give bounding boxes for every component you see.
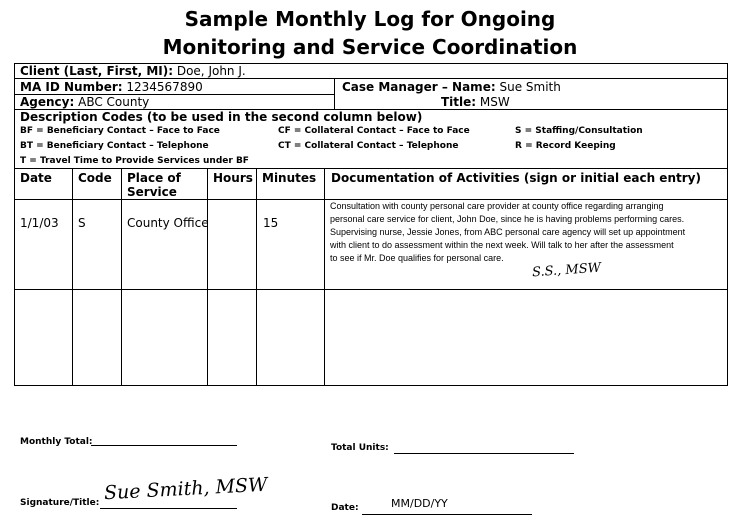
doc-line: with client to do assessment within the next week. Will talk to her after the assessment <box>330 240 674 250</box>
case-manager-title-label: Title: <box>441 95 477 109</box>
divider <box>14 78 728 79</box>
header-hours: Hours <box>213 171 253 185</box>
header-documentation: Documentation of Activities (sign or initial each entry) <box>331 171 701 185</box>
row1-minutes: 15 <box>263 216 279 230</box>
total-units-line[interactable] <box>394 453 574 454</box>
ma-id-label: MA ID Number: <box>20 80 123 94</box>
doc-line: to see if Mr. Doe qualifies for personal care. <box>330 253 504 263</box>
column-divider <box>256 168 257 386</box>
column-divider <box>324 168 325 386</box>
monthly-total-label: Monthly Total: <box>20 437 93 447</box>
signature-value: Sue Smith, MSW <box>103 473 269 505</box>
row1-date: 1/1/03 <box>20 216 59 230</box>
header-minutes: Minutes <box>262 171 317 185</box>
monthly-total-line[interactable] <box>91 445 237 446</box>
total-units-label: Total Units: <box>331 443 389 453</box>
doc-line: Consultation with county personal care provider at county office regarding arranging <box>330 201 664 211</box>
signature-label: Signature/Title: <box>20 498 100 508</box>
code-cf: CF = Collateral Contact – Face to Face <box>278 126 470 136</box>
code-r: R = Record Keeping <box>515 141 616 151</box>
row1-place: County Office <box>127 216 209 230</box>
divider <box>334 78 335 109</box>
code-bt: BT = Beneficiary Contact – Telephone <box>20 141 209 151</box>
row1-code: S <box>78 216 86 230</box>
case-manager-title-value: MSW <box>479 95 510 109</box>
agency-label: Agency: <box>20 95 75 109</box>
case-manager-name-field <box>342 80 561 94</box>
client-label: Client (Last, First, MI): <box>20 64 174 78</box>
date-line[interactable] <box>362 514 532 515</box>
case-manager-name-value: Sue Smith <box>499 80 561 94</box>
agency-field <box>20 95 149 109</box>
client-value: Doe, John J. <box>176 64 246 78</box>
row1-documentation <box>330 200 722 265</box>
header-date: Date <box>20 171 52 185</box>
column-divider <box>121 168 122 386</box>
code-ct: CT = Collateral Contact – Telephone <box>278 141 459 151</box>
agency-value: ABC County <box>78 95 150 109</box>
column-divider <box>72 168 73 386</box>
code-s: S = Staffing/Consultation <box>515 126 643 136</box>
row1-initials: S.S., MSW <box>531 260 602 281</box>
header-code: Code <box>78 171 112 185</box>
doc-line: personal care service for client, John Doe, since he is having problems performing cares. <box>330 214 685 224</box>
case-manager-title-field <box>441 95 510 109</box>
client-field <box>20 64 246 78</box>
case-manager-name-label: Case Manager – Name: <box>342 80 496 94</box>
codes-heading: Description Codes (to be used in the second column below) <box>20 110 423 124</box>
code-t: T = Travel Time to Provide Services under BF <box>20 156 249 166</box>
column-divider <box>207 168 208 386</box>
form-title-line2: Monitoring and Service Coordination <box>162 35 578 59</box>
doc-line: Supervising nurse, Jessie Jones, from ABC personal care agency will set up appointment <box>330 227 686 237</box>
header-place-line1: Place of <box>127 171 181 185</box>
code-bf: BF = Beneficiary Contact – Face to Face <box>20 126 220 136</box>
ma-id-value: 1234567890 <box>126 80 203 94</box>
header-place-line2: Service <box>127 185 177 199</box>
ma-id-field <box>20 80 203 94</box>
form-title-line1: Sample Monthly Log for Ongoing <box>184 7 556 31</box>
date-label: Date: <box>331 503 359 513</box>
signature-line[interactable] <box>100 508 237 509</box>
date-value: MM/DD/YY <box>391 497 448 510</box>
